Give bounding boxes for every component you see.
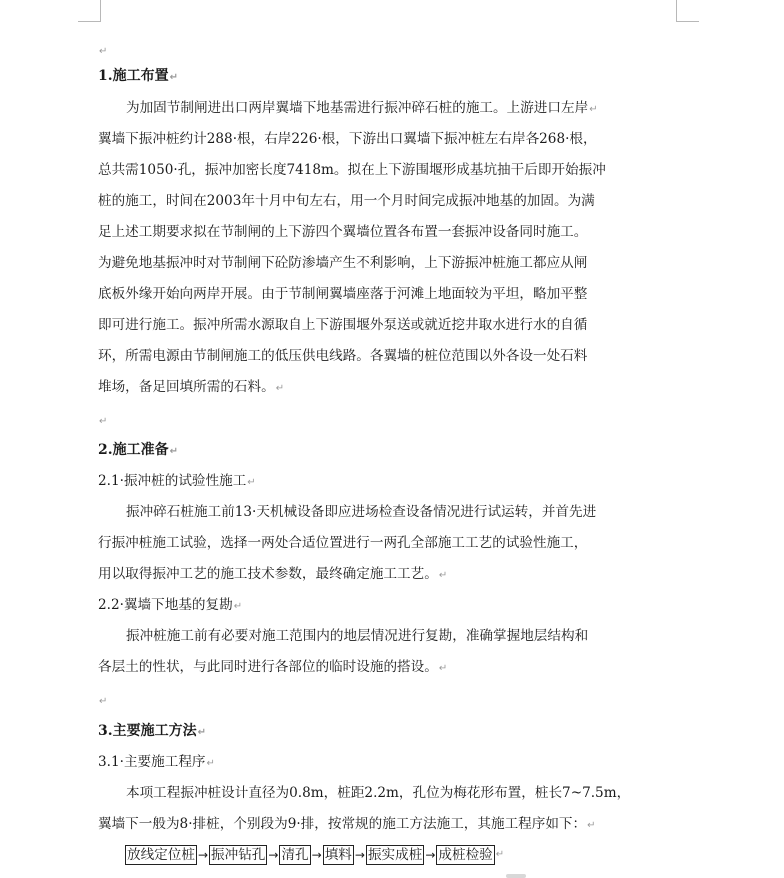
paragraph-mark: ↵ — [99, 696, 108, 707]
section-heading — [98, 721, 206, 743]
line-text: 2.2·翼墙下地基的复勘 — [98, 597, 233, 613]
line-text: 环，所需电源由节制闸施工的低压供电线路。各翼墙的桩位范围以外各设一处石料 — [98, 348, 588, 364]
flow-arrow-icon: → — [311, 848, 322, 862]
body-line — [98, 222, 587, 242]
body-line — [98, 191, 595, 211]
body-line — [126, 626, 588, 646]
line-text: 总共需1050·孔，振冲加密长度7418m。拟在上下游围堰形成基坑抽干后即开始振冲 — [98, 162, 606, 178]
flow-step: 成桩检验 — [438, 847, 493, 863]
paragraph-mark: ↵ — [495, 849, 505, 860]
line-text: 行振冲桩施工试验，选择一两处合适位置进行一两孔全部施工工艺的试验性施工， — [98, 535, 588, 551]
crop-mark-top-left — [78, 0, 101, 22]
line-text: 振冲碎石桩施工前13·天机械设备即应进场检查设备情况进行试运转，并首先进 — [126, 504, 597, 520]
empty-paragraph — [98, 690, 107, 712]
paragraph-mark: ↵ — [169, 446, 179, 457]
body-line — [98, 657, 447, 679]
subsection-heading — [98, 471, 256, 493]
paragraph-mark: ↵ — [587, 820, 596, 831]
line-text: 本项工程振冲桩设计直径为0.8m，桩距2.2m，孔位为梅花形布置，桩长7~7.5m， — [126, 785, 631, 801]
line-text: 2.1·振冲桩的试验性施工 — [98, 473, 247, 489]
body-line — [126, 502, 596, 522]
flow-arrow-icon: → — [354, 848, 365, 862]
process-flow — [125, 845, 504, 865]
flow-arrow-icon: → — [268, 848, 279, 862]
empty-paragraph — [98, 410, 107, 432]
subsection-heading — [98, 595, 242, 617]
paragraph-mark: ↵ — [247, 477, 256, 488]
body-line — [98, 253, 587, 273]
scroll-indicator — [506, 874, 526, 878]
flow-step: 放线定位桩 — [127, 847, 195, 863]
body-line — [126, 783, 630, 803]
flow-step: 填料 — [324, 847, 352, 863]
flow-arrow-icon: → — [197, 848, 209, 862]
subsection-heading — [98, 752, 215, 774]
line-text: 即可进行施工。振冲所需水源取自上下游围堰外泵送或就近挖井取水进行水的自循 — [98, 317, 588, 333]
line-text: 为加固节制闸进出口两岸翼墙下地基需进行振冲碎石桩的施工。上游进口左岸 — [126, 100, 589, 116]
paragraph-mark: ↵ — [438, 570, 448, 581]
flow-step: 振冲钻孔 — [211, 847, 266, 863]
line-text: 堆场，备足回填所需的石料。 — [98, 379, 275, 395]
paragraph-mark: ↵ — [589, 104, 598, 115]
body-line — [98, 129, 597, 149]
crop-mark-top-right — [676, 0, 699, 22]
paragraph-mark: ↵ — [169, 72, 179, 83]
paragraph-mark: ↵ — [438, 663, 448, 674]
line-text: 3.主要施工方法 — [98, 723, 197, 739]
flow-arrow-icon: → — [425, 848, 436, 862]
line-text: 2.施工准备 — [98, 442, 169, 458]
line-text: 翼墙下振冲桩约计288·根，右岸226·根，下游出口翼墙下振冲桩左右岸各268·根， — [98, 131, 597, 147]
flow-step: 清孔 — [281, 847, 309, 863]
body-line — [98, 564, 447, 586]
line-text: 用以取得振冲工艺的施工技术参数，最终确定施工工艺。 — [98, 566, 438, 582]
line-text: 底板外缘开始向两岸开展。由于节制闸翼墙座落于河滩上地面较为平坦，略加平整 — [98, 286, 588, 302]
line-text: 振冲桩施工前有必要对施工范围内的地层情况进行复勘，准确掌握地层结构和 — [126, 628, 589, 644]
body-line — [98, 377, 284, 399]
line-text: 翼墙下一般为8·排桩，个别段为9·排，按常规的施工方法施工，其施工程序如下： — [98, 816, 587, 832]
body-line — [98, 160, 606, 180]
section-heading — [98, 66, 178, 88]
body-line — [98, 814, 596, 836]
flow-step: 振实成桩 — [367, 847, 423, 863]
paragraph-mark: ↵ — [197, 727, 207, 738]
paragraph-mark: ↵ — [99, 46, 108, 57]
line-text: 为避免地基振冲时对节制闸下砼防渗墙产生不利影响，上下游振冲桩施工都应从闸 — [98, 255, 588, 271]
line-text: 3.1·主要施工程序 — [98, 754, 206, 770]
paragraph-mark: ↵ — [275, 383, 285, 394]
body-line — [98, 315, 587, 335]
line-text: 足上述工期要求拟在节制闸的上下游四个翼墙位置各布置一套振冲设备同时施工。 — [98, 224, 588, 240]
body-line — [98, 346, 587, 366]
line-text: 1.施工布置 — [98, 68, 169, 84]
body-line — [98, 284, 587, 304]
body-line — [126, 98, 598, 120]
paragraph-mark: ↵ — [99, 416, 108, 427]
line-text: 各层土的性状，与此同时进行各部位的临时设施的搭设。 — [98, 659, 438, 675]
line-text: 桩的施工，时间在2003年十月中旬左右，用一个月时间完成振冲地基的加固。为满 — [98, 193, 595, 209]
section-heading — [98, 440, 178, 462]
body-line — [98, 533, 587, 553]
empty-paragraph — [98, 40, 107, 62]
paragraph-mark: ↵ — [233, 601, 243, 612]
paragraph-mark: ↵ — [206, 758, 215, 769]
